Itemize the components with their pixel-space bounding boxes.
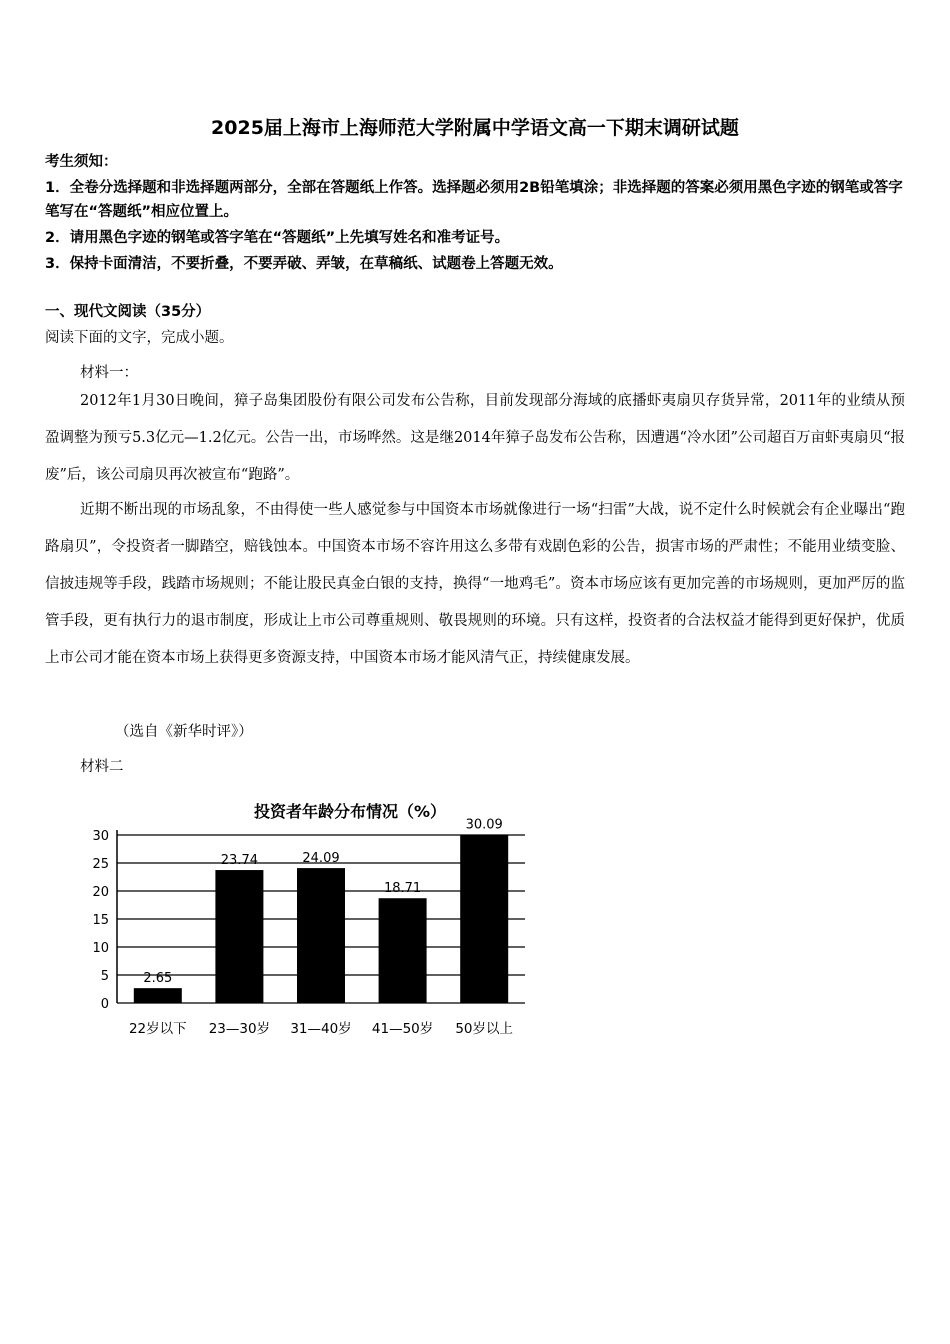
material2-label: 材料二 — [80, 759, 124, 775]
y-tick-label: 15 — [92, 913, 109, 928]
notice-item-3: 3．保持卡面清洁，不要折叠，不要弄破、弄皱，在草稿纸、试题卷上答题无效。 — [45, 256, 563, 272]
y-tick-label: 10 — [92, 941, 109, 956]
bar-value-label: 2.65 — [143, 971, 173, 987]
section-heading: 一、现代文阅读（35分） — [45, 304, 211, 320]
y-tick-label: 25 — [92, 857, 109, 872]
y-tick-label: 0 — [100, 997, 109, 1012]
bar-value-label: 18.71 — [383, 881, 422, 897]
x-tick-label: 50岁以上 — [455, 1021, 514, 1037]
age-distribution-chart — [80, 790, 540, 1050]
chart-title: 投资者年龄分布情况（%） — [253, 802, 447, 821]
bar-value-label: 24.09 — [302, 851, 340, 867]
material1-paragraph-1: 2012年1月30日晚间，獐子岛集团股份有限公司发布公告称，目前发现部分海域的底播虾夷扇贝存货异常，2011年的业绩从预盈调整为预亏5.3亿元—1.2亿元。公告一出，市场哗然。这是继2014年獐子岛发布公告称，因遭遇“冷水团”公司超百万亩虾夷扇贝“报废”后，该公司扇贝再次被宣布“跑路”。 — [45, 393, 905, 483]
page-title: 2025届上海市上海师范大学附属中学语文高一下期末调研试题 — [211, 117, 739, 139]
notice-item-2: 2．请用黑色字迹的钢笔或答字笔在“答题纸”上先填写姓名和准考证号。 — [45, 230, 510, 246]
bar-3 — [297, 868, 345, 1003]
bar-2 — [215, 870, 263, 1003]
source-note: （选自《新华时评》） — [115, 724, 253, 740]
bar-1 — [134, 988, 182, 1003]
bar-4 — [379, 898, 427, 1003]
x-tick-label: 41—50岁 — [371, 1021, 434, 1037]
bar-5 — [460, 834, 508, 1003]
x-tick-label: 23—30岁 — [208, 1021, 271, 1037]
notice-item-1: 1．全卷分选择题和非选择题两部分，全部在答题纸上作答。选择题必须用2B铅笔填涂；非选择题的答案必须用黑色字迹的钢笔或答字笔写在“答题纸”相应位置上。 — [45, 180, 903, 220]
section-instruction: 阅读下面的文字，完成小题。 — [45, 330, 234, 346]
notice-heading: 考生须知： — [45, 154, 118, 170]
y-tick-label: 20 — [92, 885, 109, 900]
x-tick-label: 31—40岁 — [290, 1021, 352, 1037]
x-tick-label: 22岁以下 — [128, 1021, 187, 1037]
material1-label: 材料一： — [80, 365, 138, 381]
material1-paragraph-2: 近期不断出现的市场乱象，不由得使一些人感觉参与中国资本市场就像进行一场“扫雷”大战，说不定什么时候就会有企业曝出“跑路扇贝”，令投资者一脚踏空，赔钱蚀本。中国资本市场不容许用这么多带有戏剧色彩的公告，损害市场的严肃性；不能用业绩变脸、信披违规等手段，践踏市场规则；不能让股民真金白银的支持，换得“一地鸡毛”。资本市场应该有更加完善的市场规则，更加严厉的监管手段，更有执行力的退市制度，形成让上市公司尊重规则、敬畏规则的环境。只有这样，投资者的合法权益才能得到更好保护，优质上市公司才能在资本市场上获得更多资源支持，中国资本市场才能风清气正，持续健康发展。 — [45, 502, 905, 666]
bar-value-label: 23.74 — [220, 853, 259, 869]
y-tick-label: 5 — [100, 969, 109, 984]
y-tick-label: 30 — [92, 829, 109, 844]
bar-value-label: 30.09 — [465, 817, 503, 833]
